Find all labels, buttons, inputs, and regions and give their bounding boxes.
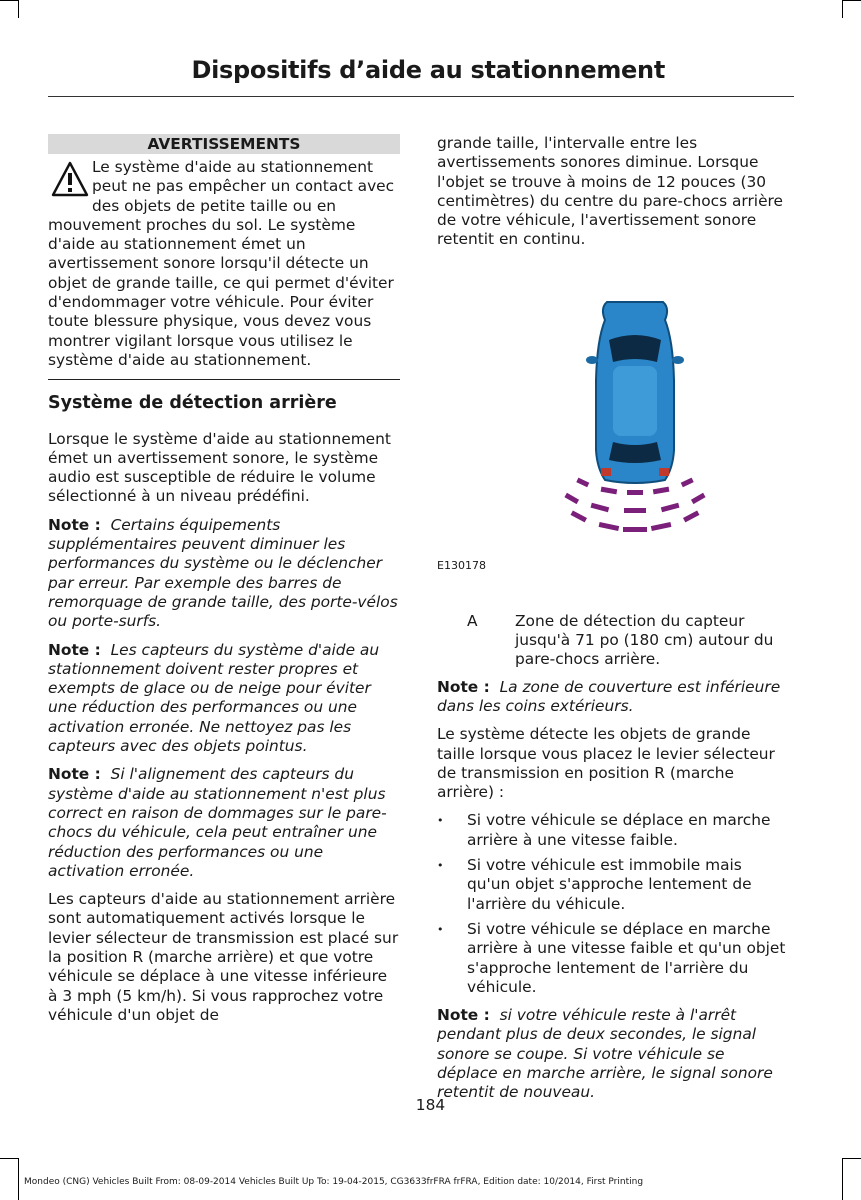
note-paragraph: [437, 678, 789, 717]
crop-mark: [18, 0, 19, 18]
note-label: Note :: [48, 640, 101, 659]
car-top-view-illustration: [437, 300, 789, 550]
title-divider: [48, 96, 794, 97]
intro-paragraph: Lorsque le système d'aide au stationnement émet un avertissement sonore, le système audio est susceptible de réduire le volume sélectionné à un niveau prédéfini.: [48, 429, 391, 506]
detection-paragraph: Le système détecte les objets de grande taille lorsque vous placez le levier sélecteur de transmission en position R (marche arrière) :: [437, 725, 775, 802]
note-paragraph: [437, 1006, 789, 1102]
legend-key: A: [467, 611, 478, 630]
activation-paragraph: Les capteurs d'aide au stationnement arrière sont automatiquement activés lorsque le levier sélecteur de transmission est placé sur la position R (marche arrière) et que votre véhicule se déplace à une vitesse inférieure à 3 mph (5 km/h). Si vous rapprochez votre véhicule d'un objet de: [48, 890, 399, 1024]
crop-mark: [0, 0, 18, 1]
warning-triangle-icon: [48, 158, 92, 214]
warning-divider: [48, 379, 400, 380]
figure-code: E130178: [437, 558, 486, 572]
note-text: si votre véhicule reste à l'arrêt pendant plus de deux secondes, le signal sonore se coupe. Si votre véhicule se déplace en marche arrière, le signal sonore retentit de nouveau.: [437, 1006, 773, 1102]
note-label: Note :: [48, 515, 101, 534]
crop-mark: [18, 1158, 19, 1200]
crop-mark: [842, 0, 843, 18]
footer-text: Mondeo (CNG) Vehicles Built From: 08-09-2014 Vehicles Built Up To: 19-04-2015, CG3633frFRA frFRA, Edition date: 10/2014, First Printing: [24, 1177, 644, 1187]
page-title: Dispositifs d’aide au stationnement: [191, 56, 665, 84]
continued-paragraph: grande taille, l'intervalle entre les avertissements sonores diminue. Lorsque l'objet se trouve à moins de 12 pouces (30 centimètres) du centre du pare-chocs arrière de votre véhicule, l'avertissement sonore retentit en continu.: [437, 134, 784, 249]
right-column: [437, 134, 789, 1112]
warning-box: [48, 158, 400, 370]
note-text: La zone de couverture est inférieure dans les coins extérieurs.: [437, 677, 781, 715]
crop-mark: [843, 0, 861, 1]
note-paragraph: [48, 641, 400, 757]
note-text: Si l'alignement des capteurs du système d'aide au stationnement n'est plus correct en raison de dommages sur le pare-chocs du véhicule, cela peut entraîner une réduction des performances ou une activation erronée.: [48, 765, 387, 880]
list-item: • Si votre véhicule se déplace en marche arrière à une vitesse faible et qu'un objet s'approche lentement de l'arrière du véhicule.: [437, 920, 789, 997]
note-label: Note :: [437, 677, 490, 696]
legend-text: Zone de détection du capteur jusqu'à 71 po (180 cm) autour du pare-chocs arrière.: [515, 611, 774, 669]
crop-mark: [0, 1158, 18, 1159]
crop-mark: [843, 1158, 861, 1159]
sensor-zone-marks: [564, 477, 705, 531]
note-text: Les capteurs du système d'aide au stationnement doivent rester propres et exempts de glace ou de neige pour éviter une réduction des performances ou une activation erronée. Ne nettoyez pas les capteurs avec des objets pointus.: [48, 640, 380, 756]
page-number: 184: [415, 1096, 446, 1114]
list-item: • Si votre véhicule se déplace en marche arrière à une vitesse faible.: [437, 811, 789, 850]
figure-legend: [437, 612, 789, 670]
list-item: • Si votre véhicule est immobile mais qu'un objet s'approche lentement de l'arrière du véhicule.: [437, 856, 789, 914]
note-paragraph: [48, 516, 400, 632]
parking-sensor-figure: [437, 300, 789, 600]
warning-text: Le système d'aide au stationnement peut ne pas empêcher un contact avec des objets de petite taille ou en mouvement proches du sol. Le système d'aide au stationnement émet un avertissement sonore lorsqu'il détecte un objet de grande taille, ce qui permet d'éviter d'endommager votre véhicule. Pour éviter toute blessure physique, vous devez vous montrer vigilant lorsque vous utilisez le système d'aide au stationnement.: [48, 158, 395, 369]
crop-mark: [842, 1158, 843, 1200]
warning-heading: AVERTISSEMENTS: [48, 134, 400, 154]
note-label: Note :: [437, 1006, 490, 1025]
left-column: [48, 134, 400, 1034]
section-heading: Système de détection arrière: [48, 393, 337, 414]
note-text: Certains équipements supplémentaires peuvent diminuer les performances du système ou le déclencher par erreur. Par exemple des barres de remorquage de grande taille, des porte-vélos ou porte-surfs.: [48, 515, 398, 631]
note-paragraph: [48, 765, 400, 881]
bullet-list: [437, 811, 789, 997]
note-label: Note :: [48, 765, 101, 784]
